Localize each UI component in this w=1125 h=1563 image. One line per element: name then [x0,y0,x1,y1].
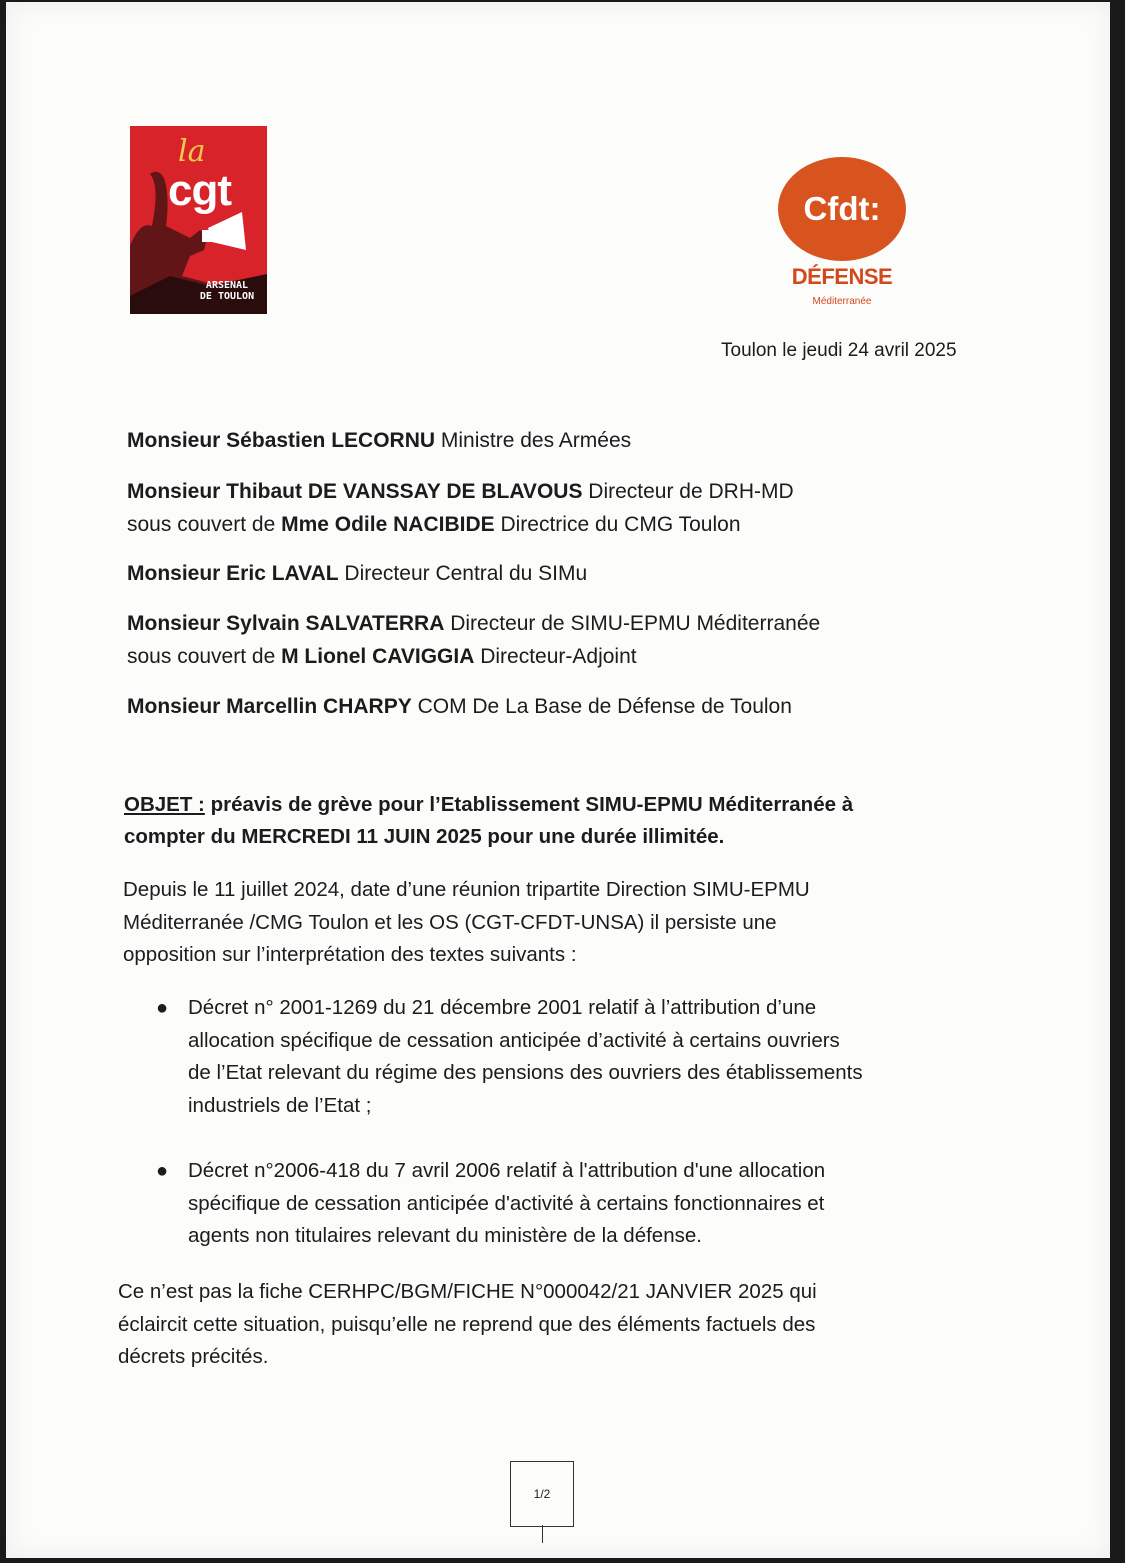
recipient-line [127,557,1027,590]
cgt-logo-caption [192,280,262,302]
closing-line: Ce n’est pas la fiche CERHPC/BGM/FICHE N°000042/21 JANVIER 2025 qui [118,1280,817,1303]
recipient-name: Monsieur Marcellin CHARPY [127,695,412,718]
bullet-item-1 [156,992,976,1127]
recipient-3 [127,557,1027,590]
subject-label: OBJET : [124,793,205,816]
bullet-line: agents non titulaires relevant du ministère de la défense. [188,1224,702,1247]
cfdt-logo-defense: DÉFENSE [791,264,893,289]
recipient-line [127,508,1027,541]
recipient-title: COM De La Base de Défense de Toulon [411,695,792,718]
cfdt-logo-region: Méditerranée [812,296,872,307]
intro-paragraph [123,874,1003,972]
recipient-name: Monsieur Thibaut DE VANSSAY DE BLAVOUS [127,480,583,503]
subject-text-1: préavis de grève pour l’Etablissement SIMU-EPMU Méditerranée à [204,793,854,816]
closing-paragraph [118,1276,998,1374]
recipient-line [127,607,1027,640]
recipient-title: Directrice du CMG Toulon [494,513,741,536]
recipient-1 [127,424,1027,457]
bullet-icon: ● [156,997,169,1019]
recipient-title: Directeur Central du SIMu [338,562,588,585]
recipient-4 [127,607,1027,673]
recipient-prefix: sous couvert de [127,513,282,536]
bullet-line: Décret n°2006-418 du 7 avril 2006 relatif à l'attribution d'une allocation [188,1159,826,1182]
subject-line-2: compter du MERCREDI 11 JUIN 2025 pour une durée illimitée. [124,825,725,848]
bullet-line: Décret n° 2001-1269 du 21 décembre 2001 relatif à l’attribution d’une [188,996,817,1019]
page-number-tick [542,1525,543,1543]
recipient-5 [127,690,1027,723]
letter-subject [124,789,1004,853]
bullet-icon: ● [156,1160,169,1182]
closing-line: décrets précités. [118,1345,269,1368]
bullet-item-2 [156,1155,976,1255]
recipient-name: M Lionel CAVIGGIA [281,645,475,668]
bullet-line: spécifique de cessation anticipée d'activité à certains fonctionnaires et [188,1191,825,1215]
recipient-2 [127,475,1027,541]
recipient-line [127,424,1027,457]
cgt-logo [130,126,267,314]
recipient-title: Directeur-Adjoint [474,645,637,668]
recipient-line [127,475,1027,508]
recipient-line [127,640,1027,673]
cgt-logo-word: cgt [168,166,231,215]
page-number-box [510,1461,574,1527]
recipient-name: Mme Odile NACIBIDE [281,513,495,536]
cfdt-logo-circle [778,157,906,261]
cgt-logo-caption-line2: DE TOULON [199,291,255,302]
intro-line: opposition sur l’interprétation des textes suivants : [123,943,577,966]
recipient-line [127,690,1027,723]
subject-line-1 [124,789,1004,821]
bullet-text [188,992,978,1122]
document-page [6,2,1110,1558]
recipient-title: Directeur de SIMU-EPMU Méditerranée [444,612,821,635]
recipient-name: Monsieur Eric LAVAL [127,562,339,585]
recipient-name: Monsieur Sébastien LECORNU [127,429,436,452]
recipient-prefix: sous couvert de [127,645,282,668]
bullet-line: de l’Etat relevant du régime des pensions des ouvriers des établissements [188,1061,863,1084]
cgt-logo-caption-line1: ARSENAL [205,280,249,291]
bullet-line: industriels de l’Etat ; [188,1093,372,1117]
page-number: 1/2 [533,1487,551,1501]
intro-line: Méditerranée /CMG Toulon et les OS (CGT-CFDT-UNSA) il persiste une [123,910,777,934]
cfdt-logo-word: Cfdt: [803,190,881,227]
closing-line: éclaircit cette situation, puisqu’elle ne reprend que des éléments factuels des [118,1312,816,1336]
letter-date: Toulon le jeudi 24 avril 2025 [721,340,957,361]
intro-line: Depuis le 11 juillet 2024, date d’une réunion tripartite Direction SIMU-EPMU [123,878,810,901]
bullet-text [188,1155,978,1253]
cgt-logo-la: la [178,134,206,169]
recipient-title: Ministre des Armées [435,429,632,452]
bullet-line: allocation spécifique de cessation anticipée d’activité à certains ouvriers [188,1028,840,1052]
recipient-title: Directeur de DRH-MD [582,480,794,503]
recipient-name: Monsieur Sylvain SALVATERRA [127,612,445,635]
